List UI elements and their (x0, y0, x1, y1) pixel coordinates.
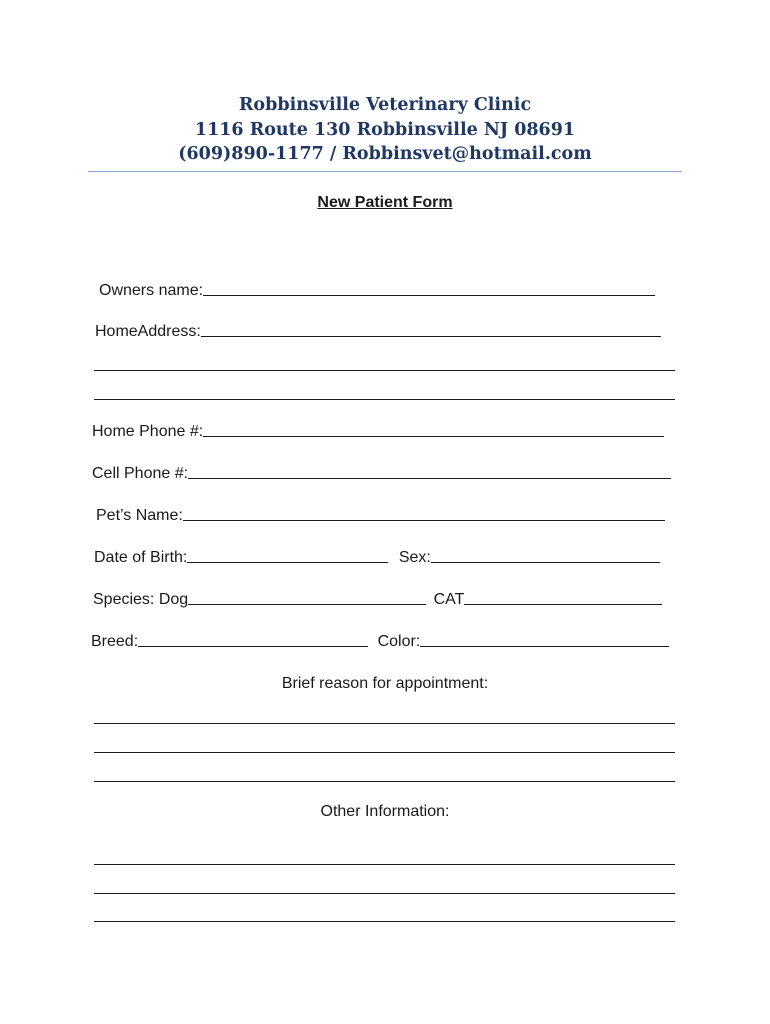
cell-phone-field[interactable] (188, 464, 671, 479)
dob-sex-row (94, 548, 660, 568)
header-divider (88, 171, 682, 172)
pets-name-row (96, 506, 665, 526)
pets-name-field[interactable] (183, 506, 665, 521)
pets-name-label: Pet’s Name: (96, 507, 183, 524)
clinic-contact: (609)890-1177 / Robbinsvet@hotmail.com (178, 144, 592, 164)
home-address-line-3[interactable] (94, 399, 675, 400)
sex-field[interactable] (431, 548, 660, 563)
owners-name-field[interactable] (203, 281, 655, 296)
owners-name-row (99, 281, 655, 301)
home-phone-field[interactable] (203, 422, 664, 437)
dog-field[interactable] (188, 590, 426, 605)
species-dog-label: Species: Dog (93, 591, 189, 608)
clinic-address: 1116 Route 130 Robbinsville NJ 08691 (194, 119, 576, 140)
home-address-field[interactable] (201, 322, 661, 337)
reason-line-3[interactable] (94, 781, 675, 782)
color-field[interactable] (420, 632, 669, 647)
breed-field[interactable] (138, 632, 368, 647)
other-info-line-1[interactable] (94, 864, 675, 865)
cell-phone-label: Cell Phone #: (92, 465, 189, 482)
cat-label: CAT (433, 591, 465, 608)
cell-phone-row (92, 464, 671, 484)
owners-name-label: Owners name: (99, 282, 204, 299)
home-address-row (95, 322, 661, 342)
cat-field[interactable] (464, 590, 662, 605)
form-title: New Patient Form (317, 194, 453, 211)
breed-color-row (91, 632, 669, 652)
breed-label: Breed: (91, 633, 139, 650)
home-address-label: HomeAddress: (95, 323, 201, 340)
reason-line-2[interactable] (94, 752, 675, 753)
home-phone-row (92, 422, 664, 442)
sex-label: Sex: (398, 549, 431, 566)
other-info-line-2[interactable] (94, 893, 675, 894)
clinic-name: Robbinsville Veterinary Clinic (238, 95, 532, 115)
color-label: Color: (377, 633, 421, 650)
reason-line-1[interactable] (94, 723, 675, 724)
other-info-label: Other Information: (320, 803, 450, 820)
date-of-birth-label: Date of Birth: (94, 549, 188, 566)
home-phone-label: Home Phone #: (92, 423, 204, 440)
date-of-birth-field[interactable] (187, 548, 388, 563)
reason-label: Brief reason for appointment: (281, 675, 489, 692)
species-row (93, 590, 662, 610)
home-address-line-2[interactable] (94, 370, 675, 371)
other-info-line-3[interactable] (94, 921, 675, 922)
clinic-header (0, 93, 770, 167)
